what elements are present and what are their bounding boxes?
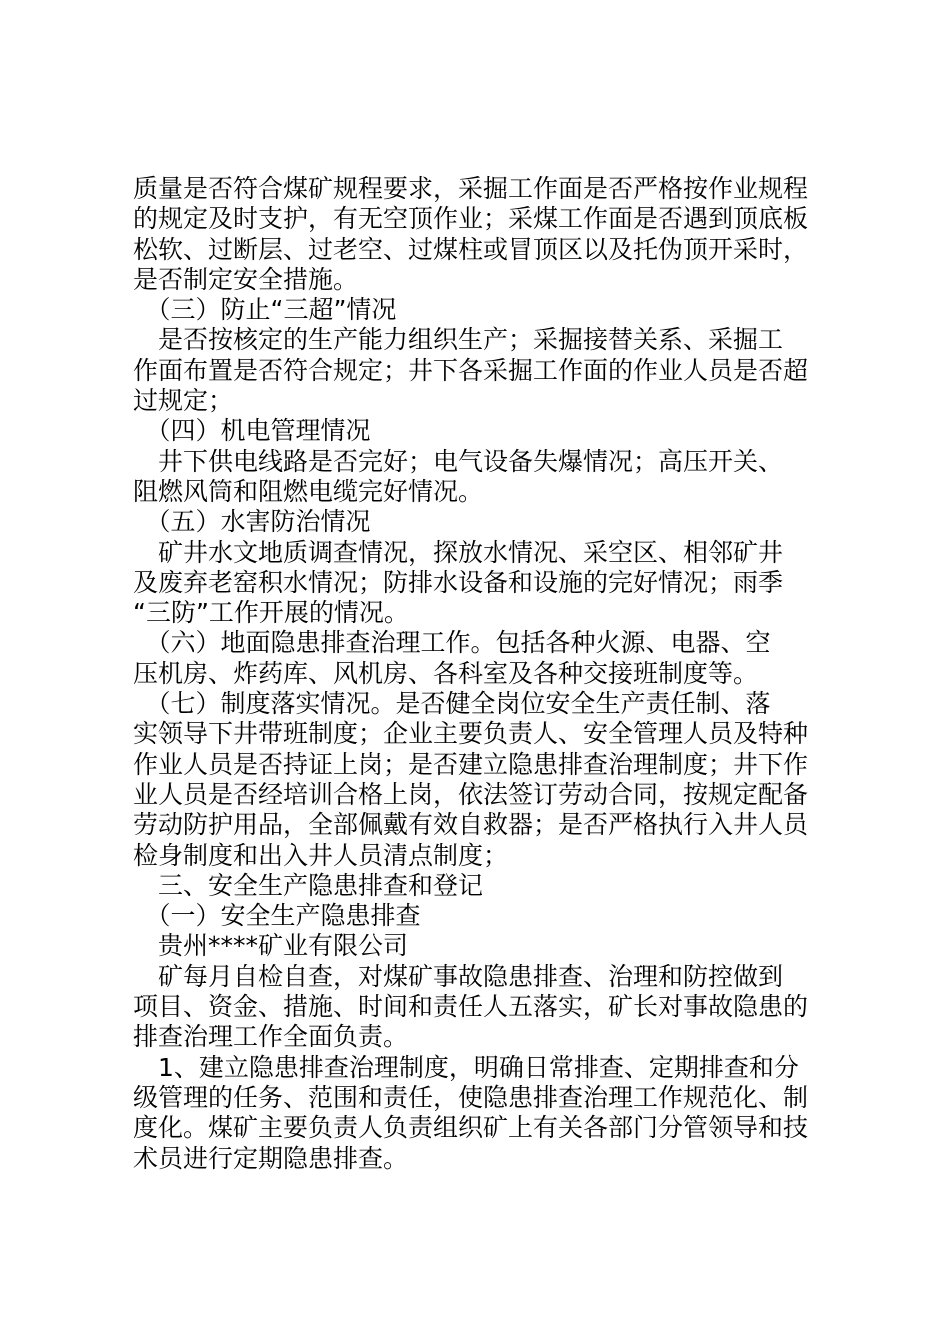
text-line: （六）地面隐患排查治理工作。包括各种火源、电器、空 (133, 628, 771, 658)
text-line: 检身制度和出入井人员清点制度； (133, 840, 509, 870)
text-line: 井下供电线路是否完好；电气设备失爆情况；高压开关、 (133, 446, 784, 476)
text-line: 阻燃风筒和阻燃电缆完好情况。 (133, 476, 484, 506)
section-heading: （三）防止“三超”情况 (133, 295, 397, 325)
section-heading: 三、安全生产隐患排查和登记 (133, 870, 484, 900)
text-line: 作业人员是否持证上岗；是否建立隐患排查治理制度；井下作 (133, 749, 809, 779)
text-line: （七）制度落实情况。是否健全岗位安全生产责任制、落 (133, 689, 771, 719)
text-line: “三防”工作开展的情况。 (133, 598, 409, 628)
text-line: 是否制定安全措施。 (133, 264, 359, 294)
text-line: 劳动防护用品，全部佩戴有效自救器；是否严格执行入井人员 (133, 810, 809, 840)
document-body (133, 174, 823, 1174)
text-line: 作面布置是否符合规定；井下各采掘工作面的作业人员是否超 (133, 355, 809, 385)
text-line: 质量是否符合煤矿规程要求，采掘工作面是否严格按作业规程 (133, 174, 809, 203)
text-line: 是否按核定的生产能力组织生产；采掘接替关系、采掘工 (133, 325, 784, 355)
section-heading: （四）机电管理情况 (133, 416, 371, 446)
text-line: 1、建立隐患排查治理制度，明确日常排查、定期排查和分 (133, 1052, 799, 1082)
text-line: 排查治理工作全面负责。 (133, 1022, 409, 1052)
text-line: 矿井水文地质调查情况，探放水情况、采空区、相邻矿井 (133, 537, 784, 567)
text-line: 业人员是否经培训合格上岗，依法签订劳动合同，按规定配备 (133, 779, 809, 809)
text-line: 压机房、炸药库、风机房、各科室及各种交接班制度等。 (133, 658, 759, 688)
text-line: 级管理的任务、范围和责任，使隐患排查治理工作规范化、制 (133, 1082, 809, 1112)
text-line: 项目、资金、措施、时间和责任人五落实，矿长对事故隐患的 (133, 992, 809, 1022)
section-heading: （五）水害防治情况 (133, 507, 371, 537)
text-line: 及废弃老窑积水情况；防排水设备和设施的完好情况；雨季 (133, 567, 784, 597)
text-line: 松软、过断层、过老空、过煤柱或冒顶区以及托伪顶开采时， (133, 234, 809, 264)
text-line: 度化。煤矿主要负责人负责组织矿上有关各部门分管领导和技 (133, 1113, 809, 1143)
text-line: 的规定及时支护，有无空顶作业；采煤工作面是否遇到顶底板 (133, 204, 809, 234)
text-line: 过规定； (133, 386, 234, 416)
text-line: 矿每月自检自查，对煤矿事故隐患排查、治理和防控做到 (133, 961, 784, 991)
text-line: 实领导下井带班制度；企业主要负责人、安全管理人员及特种 (133, 719, 809, 749)
text-line: 术员进行定期隐患排查。 (133, 1143, 409, 1173)
company-name: 贵州****矿业有限公司 (133, 931, 409, 961)
section-heading: （一）安全生产隐患排查 (133, 901, 421, 931)
